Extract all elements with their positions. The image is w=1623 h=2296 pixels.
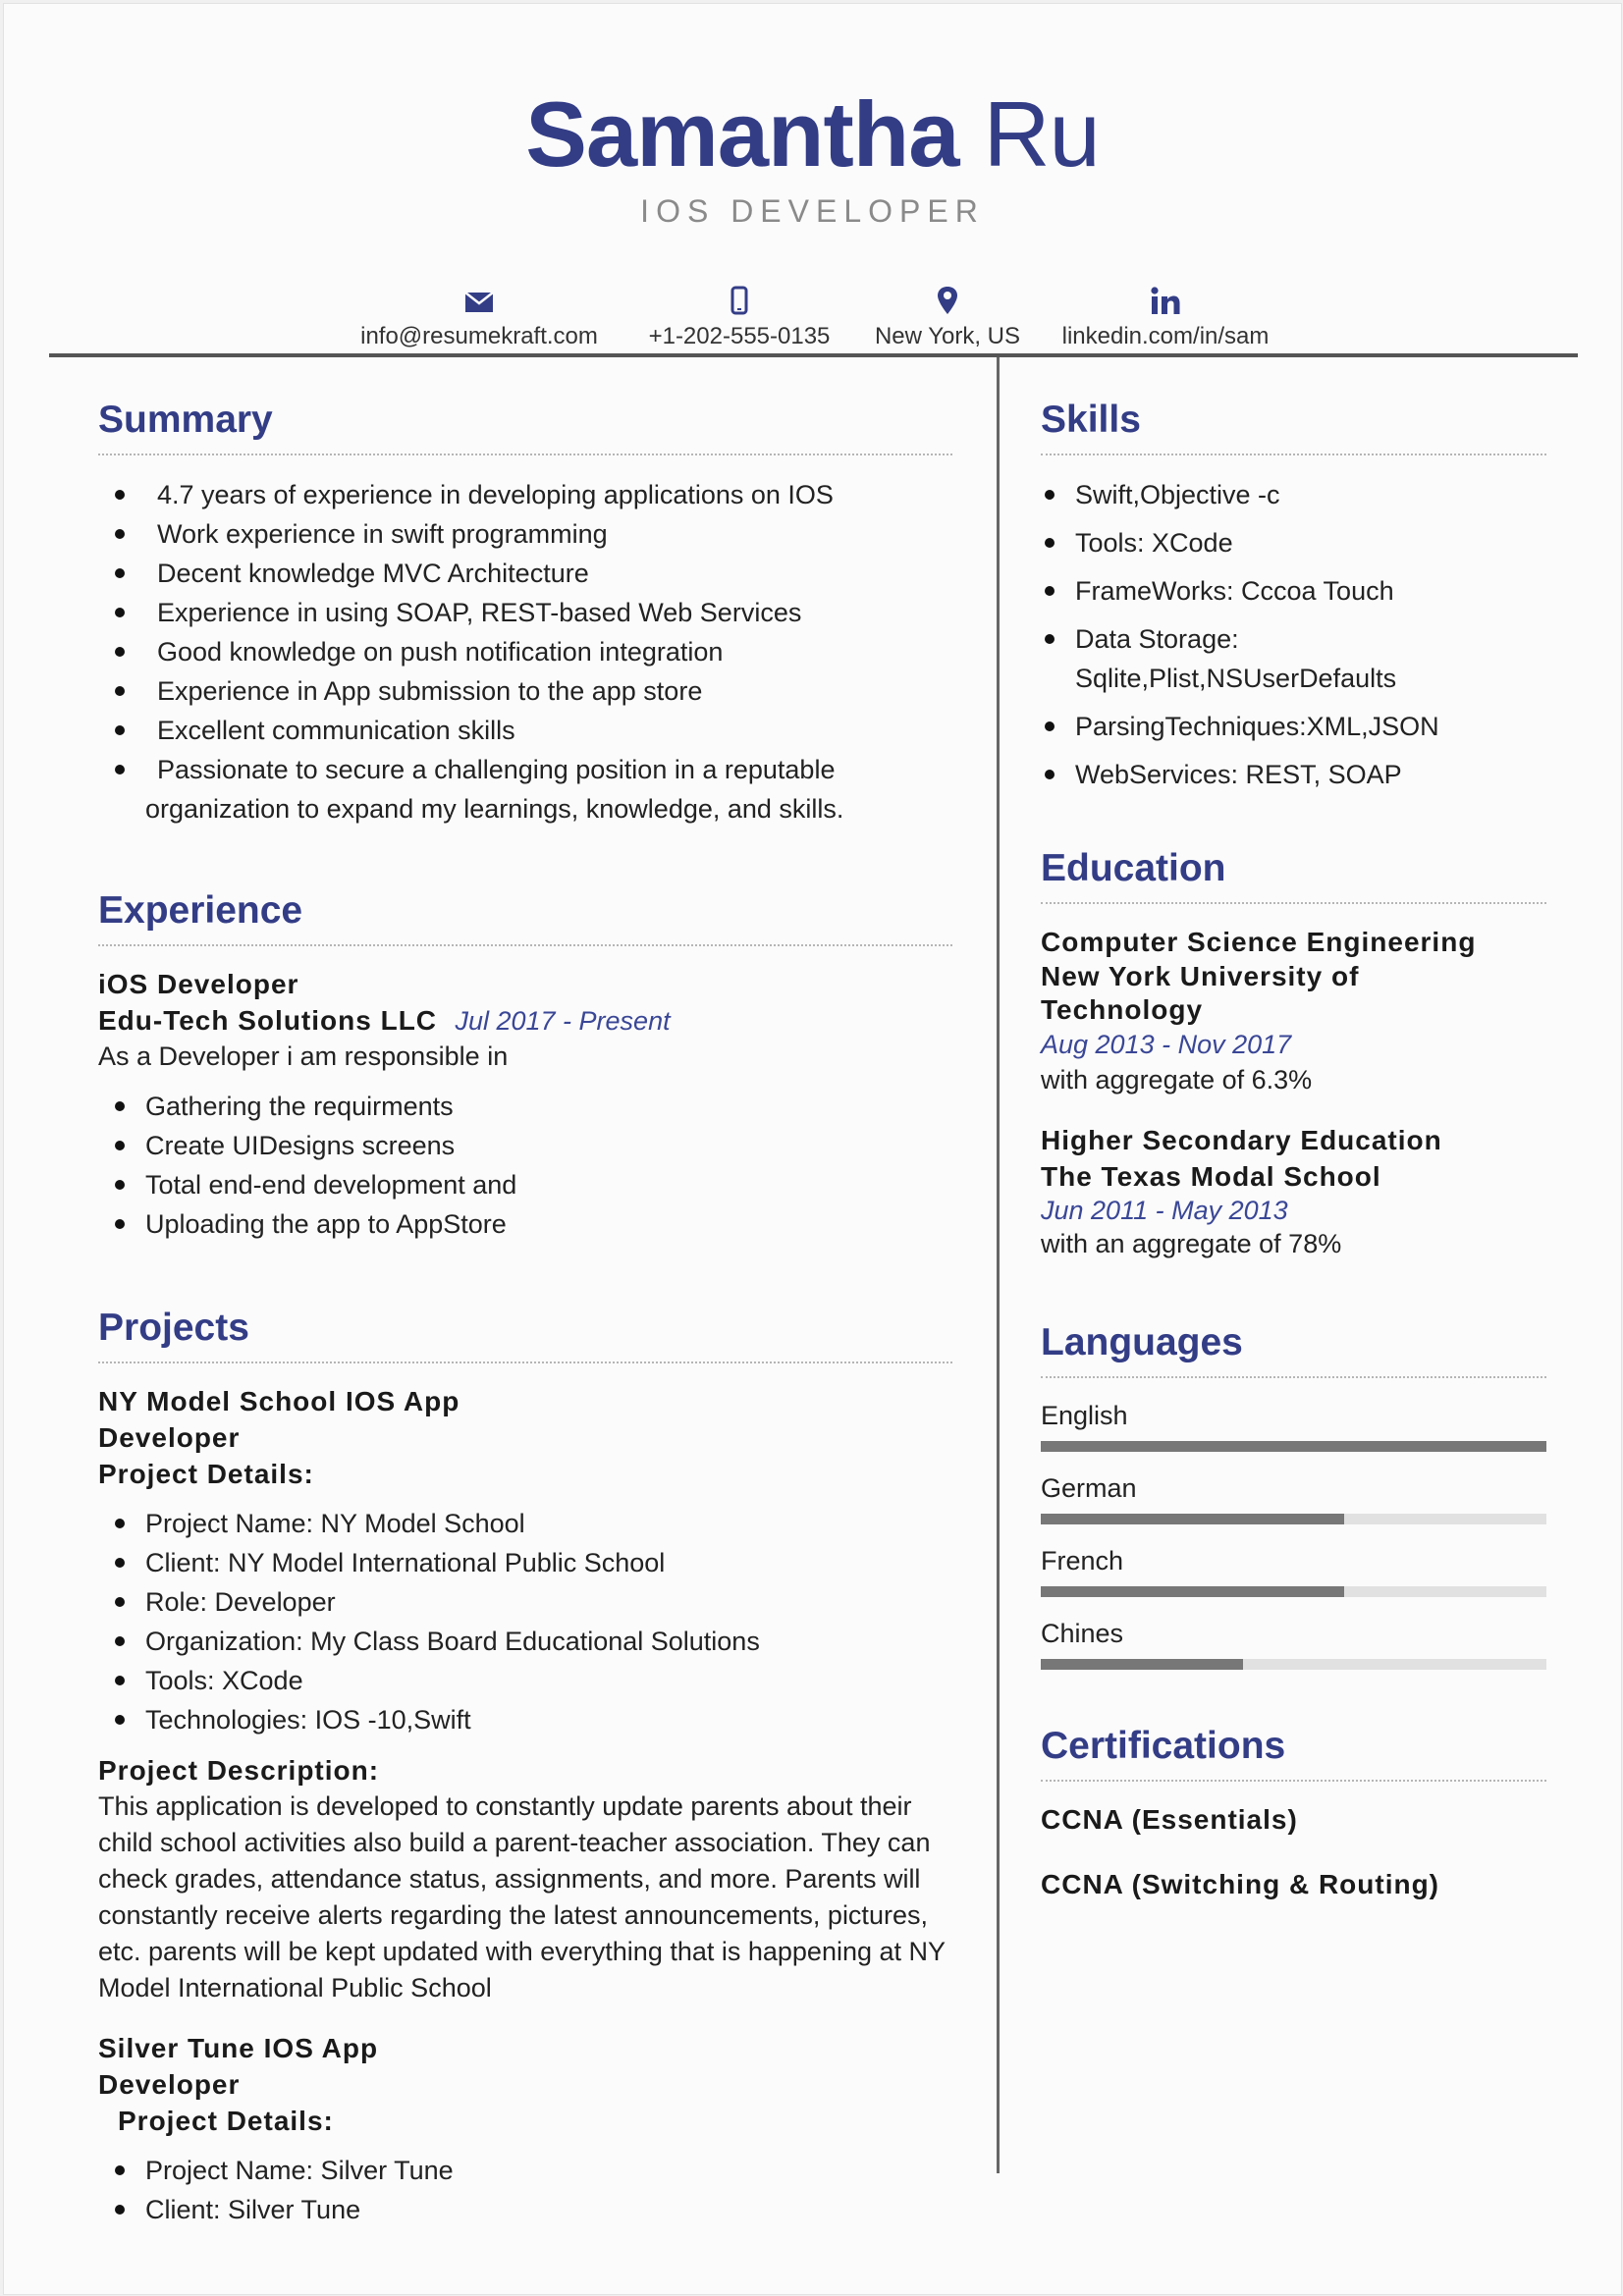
list-item: Technologies: IOS -10,Swift — [98, 1700, 952, 1739]
education-dates: Jun 2011 - May 2013 — [1041, 1196, 1288, 1225]
language-item — [1041, 1398, 1546, 1452]
list-item: Client: NY Model International Public School — [98, 1543, 952, 1582]
project-details-list — [98, 2151, 952, 2229]
list-item: Passionate to secure a challenging position in a reputable organization to expand my learnings, knowledge, and skills. — [98, 750, 952, 828]
job-company: Edu-Tech Solutions LLC — [98, 1005, 438, 1036]
list-item: Good knowledge on push notification integration — [98, 632, 952, 671]
contact-location-text: New York, US — [874, 323, 1021, 349]
contact-linkedin[interactable] — [1051, 284, 1280, 350]
language-name: English — [1041, 1401, 1128, 1430]
education-section — [1041, 845, 1546, 1262]
list-item: Organization: My Class Board Educational Solutions — [98, 1622, 952, 1661]
list-item: Create UIDesigns screens — [98, 1126, 952, 1165]
contact-phone[interactable] — [630, 284, 848, 350]
certifications-section — [1041, 1723, 1546, 1902]
projects-heading: Projects — [98, 1307, 249, 1349]
list-item: Role: Developer — [98, 1582, 952, 1622]
language-name: French — [1041, 1546, 1124, 1575]
language-level-bar — [1041, 1586, 1546, 1597]
project-title: NY Model School IOS App — [98, 1386, 460, 1416]
languages-section — [1041, 1319, 1546, 1670]
map-pin-icon — [866, 284, 1029, 317]
project-role: Developer — [98, 1422, 241, 1453]
language-level-fill — [1041, 1441, 1546, 1452]
experience-heading: Experience — [98, 889, 303, 932]
list-item: Experience in using SOAP, REST-based Web Services — [98, 593, 952, 632]
education-degree: Computer Science Engineering — [1041, 927, 1477, 957]
job-intro: As a Developer i am responsible in — [98, 1041, 509, 1071]
section-rule — [98, 1362, 952, 1363]
languages-list — [1041, 1398, 1546, 1670]
education-school: New York University of Technology — [1041, 961, 1360, 1025]
contact-email[interactable] — [352, 284, 607, 350]
summary-list — [98, 475, 952, 828]
first-name: Samantha — [525, 82, 959, 186]
list-item: Experience in App submission to the app store — [98, 671, 952, 711]
language-level-fill — [1041, 1586, 1344, 1597]
education-entry — [1041, 1122, 1546, 1262]
language-name: Chines — [1041, 1619, 1124, 1648]
list-item: Swift,Objective -c — [1041, 475, 1546, 514]
list-item: Work experience in swift programming — [98, 514, 952, 554]
phone-icon — [630, 284, 848, 317]
experience-section — [98, 887, 952, 1244]
project-details-label: Project Details: — [118, 2106, 334, 2136]
list-item: FrameWorks: Cccoa Touch — [1041, 571, 1546, 611]
list-item: Project Name: Silver Tune — [98, 2151, 952, 2190]
list-item: Uploading the app to AppStore — [98, 1204, 952, 1244]
education-dates: Aug 2013 - Nov 2017 — [1041, 1030, 1292, 1059]
contact-location — [866, 284, 1029, 350]
certification-item: CCNA (Essentials) — [1041, 1804, 1298, 1835]
left-column — [98, 397, 952, 2229]
skills-list — [1041, 475, 1546, 794]
list-item: 4.7 years of experience in developing applications on IOS — [98, 475, 952, 514]
right-column — [1041, 397, 1546, 1931]
education-degree: Higher Secondary Education — [1041, 1125, 1442, 1155]
section-rule — [98, 944, 952, 946]
job-duties-list — [98, 1087, 952, 1244]
project-title: Silver Tune IOS App — [98, 2033, 379, 2063]
language-item — [1041, 1616, 1546, 1670]
language-level-fill — [1041, 1659, 1243, 1670]
language-item — [1041, 1543, 1546, 1597]
certification-item: CCNA (Switching & Routing) — [1041, 1869, 1440, 1899]
education-entry — [1041, 924, 1546, 1098]
contact-linkedin-text: linkedin.com/in/sam — [1061, 323, 1270, 349]
summary-section — [98, 397, 952, 828]
project-description: This application is developed to constantly update parents about their child school activities also build a parent-teacher association. They can check grades, attendance status, assignments, and more. Parents will constantly receive alerts regarding the latest announcements, pictures, etc. parents will be kept updated with everything that is happening at NY Model International Public School — [98, 1791, 946, 2002]
last-name: Ru — [983, 82, 1100, 186]
envelope-icon — [352, 284, 607, 317]
list-item: Data Storage: Sqlite,Plist,NSUserDefaults — [1041, 619, 1488, 698]
contact-email-text: info@resumekraft.com — [360, 323, 598, 349]
language-item — [1041, 1470, 1546, 1524]
list-item: Client: Silver Tune — [98, 2190, 952, 2229]
job-title: IOS DEVELOPER — [640, 193, 985, 229]
language-level-bar — [1041, 1514, 1546, 1524]
list-item: Excellent communication skills — [98, 711, 952, 750]
job-company-line — [98, 1002, 952, 1039]
list-item: ParsingTechniques:XML,JSON — [1041, 707, 1546, 746]
list-item: WebServices: REST, SOAP — [1041, 755, 1546, 794]
column-divider — [997, 357, 1000, 2173]
resume-page — [3, 3, 1622, 2295]
summary-heading: Summary — [98, 399, 273, 441]
linkedin-icon — [1051, 284, 1280, 317]
section-rule — [1041, 1376, 1546, 1378]
list-item: Decent knowledge MVC Architecture — [98, 554, 952, 593]
project-details-label: Project Details: — [98, 1459, 314, 1489]
contact-phone-text: +1-202-555-0135 — [648, 323, 831, 349]
job-role: iOS Developer — [98, 969, 299, 999]
list-item: Tools: XCode — [98, 1661, 952, 1700]
language-level-fill — [1041, 1514, 1344, 1524]
list-item: Tools: XCode — [1041, 523, 1546, 562]
projects-section — [98, 1305, 952, 2229]
project-description-label: Project Description: — [98, 1755, 380, 1786]
education-note: with aggregate of 6.3% — [1041, 1065, 1313, 1095]
list-item: Project Name: NY Model School — [98, 1504, 952, 1543]
section-rule — [1041, 902, 1546, 904]
language-name: German — [1041, 1473, 1137, 1503]
candidate-name — [4, 80, 1621, 188]
education-note: with an aggregate of 78% — [1041, 1229, 1342, 1258]
project-role: Developer — [98, 2069, 241, 2100]
section-rule — [98, 454, 952, 455]
languages-heading: Languages — [1041, 1321, 1243, 1363]
job-dates: Jul 2017 - Present — [455, 1006, 671, 1036]
section-rule — [1041, 1780, 1546, 1782]
header-divider — [49, 353, 1578, 357]
list-item: Total end-end development and — [98, 1165, 952, 1204]
certifications-heading: Certifications — [1041, 1725, 1286, 1767]
project-details-list — [98, 1504, 952, 1739]
contact-bar — [4, 284, 1621, 352]
language-level-bar — [1041, 1441, 1546, 1452]
skills-section — [1041, 397, 1546, 794]
section-rule — [1041, 454, 1546, 455]
skills-heading: Skills — [1041, 399, 1141, 441]
education-heading: Education — [1041, 847, 1226, 889]
education-school: The Texas Modal School — [1041, 1161, 1381, 1192]
language-level-bar — [1041, 1659, 1546, 1670]
list-item: Gathering the requirments — [98, 1087, 952, 1126]
